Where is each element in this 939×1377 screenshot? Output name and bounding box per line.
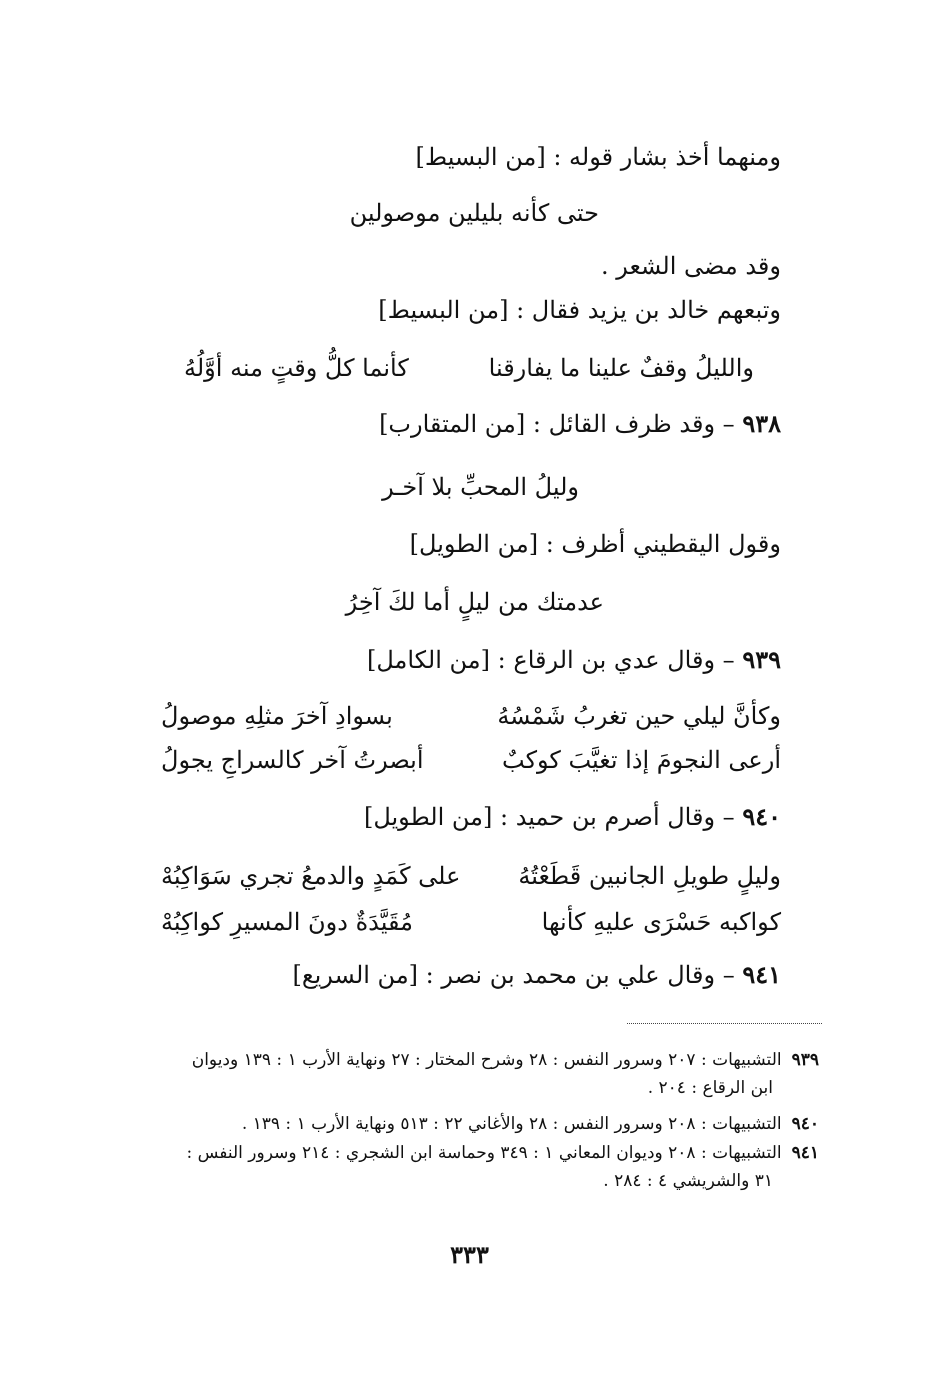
verse-hemistich-second: أبصرتُ آخر كالسراجِ يجولُ (161, 746, 424, 774)
footnote-number: ٩٣٩ (791, 1050, 819, 1070)
entry-number: ٩٤١ (742, 960, 781, 989)
entry-heading (367, 643, 781, 677)
footnote-text: التشبيهات : ٢٠٨ وسرور النفس : ٢٨ والأغاني ٢٢ : ٥١٣ ونهاية الأرب ١ : ١٣٩ . (241, 1114, 782, 1134)
verse-hemistich-first: والليلُ وقفٌ علينا ما يفارقنا (488, 354, 754, 382)
verse-line (184, 350, 754, 386)
footnote-text: التشبيهات : ٢٠٨ وديوان المعاني ١ : ٣٤٩ وحماسة ابن الشجري : ٢١٤ وسرور النفس : (186, 1143, 782, 1163)
text-line: وقد مضى الشعر . (600, 252, 781, 280)
page-number: ٣٣٣ (450, 1240, 489, 1269)
footnote (192, 1047, 819, 1073)
verse-fragment: عدمتك من ليلٍ أما لكَ آخِرُ (345, 588, 604, 616)
verse-hemistich-second: مُقَيَّدَةٌ دونَ المسيرِ كواكِبُهْ (161, 908, 413, 936)
footnote-separator (627, 1023, 822, 1024)
verse-hemistich-first: وكأنَّ ليلي حين تغربُ شَمْسُهُ (497, 702, 781, 730)
entry-heading-text: – وقال عدي بن الرقاع : [من الكامل] (366, 646, 735, 674)
verse-line (161, 698, 781, 734)
verse-fragment: وليلُ المحبِّ بلا آخـر (382, 473, 579, 501)
entry-heading-text: – وقال أصرم بن حميد : [من الطويل] (363, 803, 735, 831)
verse-fragment: حتى كأنه بليلين موصولين (349, 199, 599, 227)
verse-hemistich-second: كأنما كلُّ وقتٍ منه أوَّلُهُ (184, 354, 409, 382)
verse-hemistich-second: على كَمَدٍ والدمعُ تجري سَوَاكِبُهْ (161, 862, 461, 890)
text-line: وتبعهم خالد بن يزيد فقال : [من البسيط] (378, 296, 781, 324)
footnote-number: ٩٤١ (791, 1143, 819, 1163)
verse-hemistich-second: بسوادِ آخرَ مثلِهِ موصولُ (161, 702, 393, 730)
entry-number: ٩٣٩ (742, 645, 781, 674)
entry-heading-text: – وقد ظرف القائل : [من المتقارب] (379, 410, 735, 438)
verse-hemistich-first: كواكبه حَسْرَى عليهِ كأنها (541, 908, 781, 936)
footnote-continuation: ٣١ والشريشي ٤ : ٢٨٤ . (603, 1171, 773, 1191)
entry-number: ٩٤٠ (742, 802, 781, 831)
footnote (242, 1111, 819, 1137)
footnote (186, 1140, 819, 1166)
footnote-text: التشبيهات : ٢٠٧ وسرور النفس : ٢٨ وشرح المختار : ٢٧ ونهاية الأرب ١ : ١٣٩ وديوان (191, 1050, 782, 1070)
verse-hemistich-first: أرعى النجومَ إذا تغيَّبَ كوكبٌ (502, 746, 781, 774)
text-line: وقول اليقطيني أظرف : [من الطويل] (409, 530, 781, 558)
footnote-number: ٩٤٠ (791, 1114, 819, 1134)
entry-heading-text: – وقال علي بن محمد بن نصر : [من السريع] (292, 961, 735, 989)
footnote-continuation: ابن الرقاع : ٢٠٤ . (647, 1078, 773, 1098)
verse-line (161, 904, 781, 940)
text-line: ومنهما أخذ بشار قوله : [من البسيط] (415, 143, 781, 171)
entry-heading (292, 958, 781, 992)
entry-heading (364, 800, 781, 834)
verse-hemistich-first: وليلٍ طويلِ الجانبين قَطَعْتُهُ (518, 862, 781, 890)
entry-heading (379, 407, 781, 441)
verse-line (161, 858, 781, 894)
verse-line (161, 742, 781, 778)
entry-number: ٩٣٨ (742, 409, 781, 438)
